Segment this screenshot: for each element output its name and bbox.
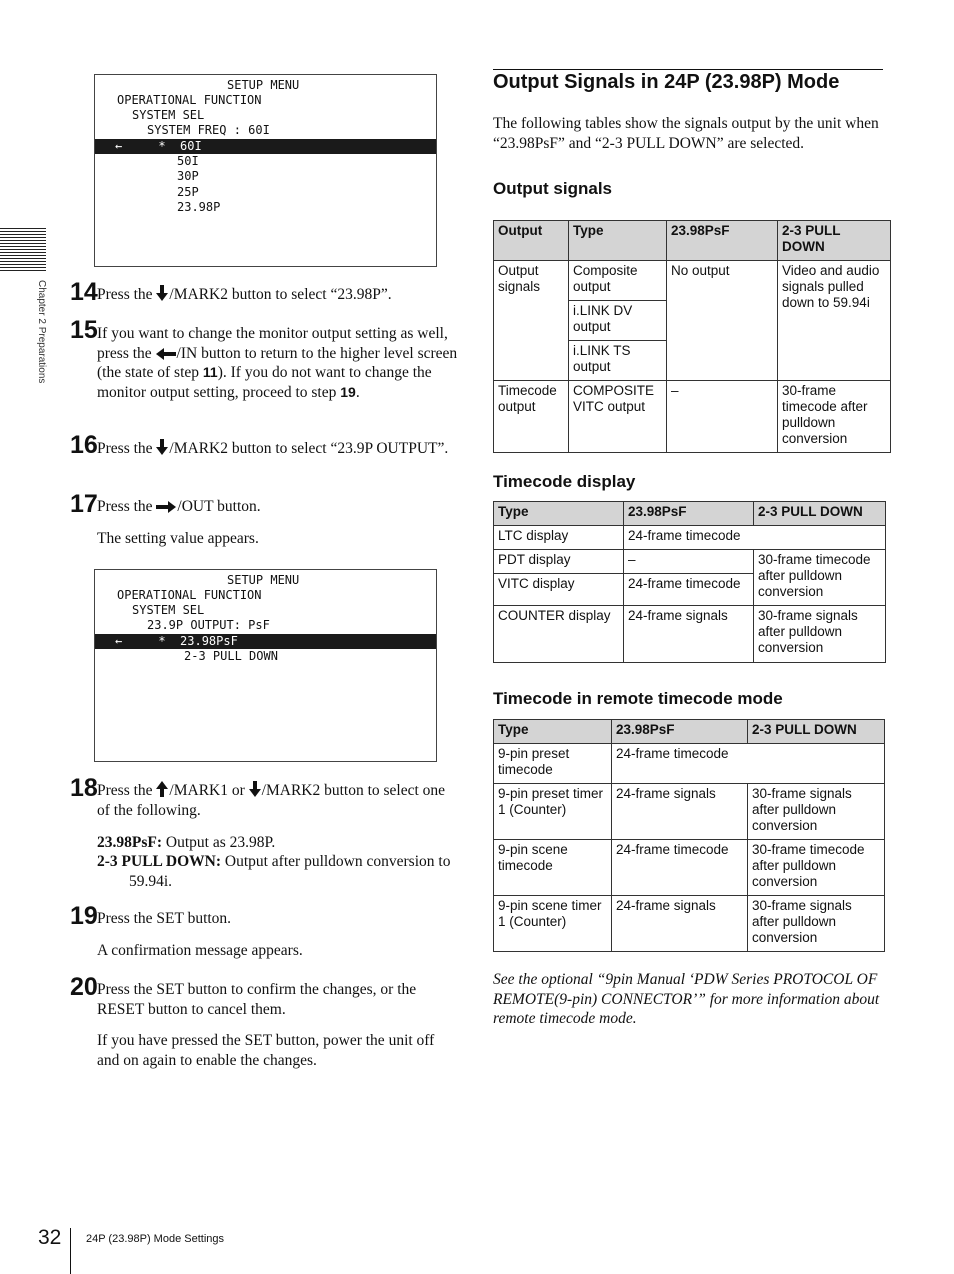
table-cell: 24-frame signals bbox=[612, 784, 748, 840]
column-header: 23.98PsF bbox=[612, 720, 748, 744]
table-cell: COMPOSITE VITC output bbox=[569, 381, 667, 453]
step-18-text bbox=[97, 781, 459, 820]
step-15-text bbox=[97, 324, 459, 402]
step-18-option-2 bbox=[97, 852, 459, 891]
table-cell: 30-frame timecode after pulldown conversion bbox=[778, 381, 891, 453]
table-cell: No output bbox=[667, 261, 778, 381]
table-cell: Output signals bbox=[494, 261, 569, 381]
menu-selected-line: ← * 60I bbox=[95, 139, 436, 154]
step-number: 16 bbox=[70, 431, 98, 459]
step-14-text bbox=[97, 285, 459, 305]
table-cell: – bbox=[667, 381, 778, 453]
column-header: Type bbox=[494, 720, 612, 744]
table-cell: 24-frame timecode bbox=[612, 840, 748, 896]
step-number: 19 bbox=[70, 902, 98, 930]
table-cell: 9-pin scene timecode bbox=[494, 840, 612, 896]
step-text: ). If you do not want to change the monitor output setting, proceed to step bbox=[97, 364, 432, 401]
menu-line: 50I bbox=[177, 154, 199, 168]
table-cell: VITC display bbox=[494, 574, 624, 606]
step-text: Press the bbox=[97, 498, 157, 515]
table-cell: Video and audio signals pulled down to 59.94i bbox=[778, 261, 891, 381]
menu-line: 2-3 PULL DOWN bbox=[184, 649, 278, 663]
menu-selected-line: ← * 23.98PsF bbox=[95, 634, 436, 649]
step-text: /MARK2 button to select “23.98P”. bbox=[169, 286, 392, 303]
menu-line: 25P bbox=[177, 185, 199, 199]
remote-timecode-table bbox=[493, 719, 885, 952]
option-text: Output as 23.98P. bbox=[162, 834, 276, 851]
column-header: 23.98PsF bbox=[624, 502, 754, 526]
menu-line: SYSTEM SEL bbox=[132, 603, 205, 617]
table-cell: 30-frame signals after pulldown conversion bbox=[748, 896, 885, 952]
table-cell: i.LINK DV output bbox=[569, 301, 667, 341]
output-signals-table bbox=[493, 220, 891, 453]
table-cell: PDT display bbox=[494, 550, 624, 574]
table-heading: Timecode in remote timecode mode bbox=[493, 689, 783, 708]
menu-line: SETUP MENU bbox=[227, 78, 300, 92]
table-cell: 24-frame signals bbox=[624, 606, 754, 663]
footer-divider bbox=[70, 1228, 71, 1274]
section-title: Output Signals in 24P (23.98P) Mode bbox=[493, 71, 840, 93]
arrow-down-icon bbox=[249, 781, 261, 797]
table-cell: 30-frame signals after pulldown conversion bbox=[748, 784, 885, 840]
table-cell: COUNTER display bbox=[494, 606, 624, 663]
table-heading: Output signals bbox=[493, 179, 612, 198]
step-16-text bbox=[97, 439, 459, 459]
chapter-tab-stripes bbox=[0, 228, 46, 272]
menu-line: OPERATIONAL FUNCTION bbox=[117, 93, 262, 107]
setup-menu-screen-1 bbox=[94, 74, 437, 267]
table-cell: 9-pin preset timecode bbox=[494, 744, 612, 784]
step-number: 14 bbox=[70, 278, 98, 306]
step-text: /MARK2 button to select one of the following. bbox=[97, 782, 446, 819]
step-20-text: Press the SET button to confirm the changes, or the RESET button to cancel them. bbox=[97, 981, 417, 1018]
arrow-down-icon bbox=[156, 439, 168, 455]
setup-menu-screen-2 bbox=[94, 569, 437, 762]
step-reference: 19 bbox=[340, 383, 356, 400]
chapter-side-label: Chapter 2 Preparations bbox=[36, 280, 47, 384]
step-19-note: A confirmation message appears. bbox=[97, 942, 303, 959]
section-rule bbox=[493, 69, 883, 70]
menu-line: SYSTEM SEL bbox=[132, 108, 205, 122]
table-cell: 24-frame timecode bbox=[624, 574, 754, 606]
table-cell: 9-pin scene timer 1 (Counter) bbox=[494, 896, 612, 952]
option-label: 2-3 PULL DOWN: bbox=[97, 853, 221, 870]
timecode-display-table bbox=[493, 501, 886, 663]
step-text: /IN button to return to the higher level screen (the state of step bbox=[97, 344, 458, 381]
step-text: /MARK1 or bbox=[169, 782, 249, 799]
footer-title: 24P (23.98P) Mode Settings bbox=[86, 1233, 224, 1245]
table-cell: Composite output bbox=[569, 261, 667, 301]
table-cell: – bbox=[624, 550, 754, 574]
arrow-up-icon bbox=[156, 781, 168, 797]
column-header: Type bbox=[494, 502, 624, 526]
step-18-option-1 bbox=[97, 833, 459, 853]
step-text: Press the bbox=[97, 782, 157, 799]
step-reference: 11 bbox=[202, 364, 218, 380]
step-text: If you want to change the monitor output setting as well, press the bbox=[97, 325, 448, 362]
step-number: 17 bbox=[70, 490, 98, 518]
option-text: Output after pulldown conversion to 59.94i. bbox=[129, 853, 451, 890]
table-cell: LTC display bbox=[494, 526, 624, 550]
section-intro: The following tables show the signals output by the unit when “23.98PsF” and “2-3 PULL DOWN” are selected. bbox=[493, 115, 879, 152]
table-heading: Timecode display bbox=[493, 472, 636, 491]
column-header: 2-3 PULL DOWN bbox=[754, 502, 886, 526]
arrow-left-icon bbox=[156, 348, 176, 360]
option-label: 23.98PsF: bbox=[97, 834, 163, 851]
table-cell: i.LINK TS output bbox=[569, 341, 667, 381]
menu-line: 23.9P OUTPUT: PsF bbox=[147, 618, 270, 632]
column-header: 23.98PsF bbox=[667, 221, 778, 261]
step-number: 20 bbox=[70, 973, 98, 1001]
column-header: 2-3 PULL DOWN bbox=[778, 221, 891, 261]
table-cell: 30-frame timecode after pulldown conversion bbox=[754, 550, 886, 606]
menu-line: OPERATIONAL FUNCTION bbox=[117, 588, 262, 602]
menu-line: 30P bbox=[177, 169, 199, 183]
column-header: 2-3 PULL DOWN bbox=[748, 720, 885, 744]
table-cell: 30-frame signals after pulldown conversion bbox=[754, 606, 886, 663]
column-header: Type bbox=[569, 221, 667, 261]
step-20-note: If you have pressed the SET button, power the unit off and on again to enable the changes. bbox=[97, 1032, 435, 1069]
remote-mode-note: See the optional “9pin Manual ‘PDW Series PROTOCOL OF REMOTE(9-pin) CONNECTOR’” for more information about remote timecode mode. bbox=[493, 971, 880, 1027]
table-cell: 24-frame timecode bbox=[612, 744, 885, 784]
table-cell: 24-frame timecode bbox=[624, 526, 886, 550]
column-header: Output bbox=[494, 221, 569, 261]
step-text: /OUT button. bbox=[177, 498, 261, 515]
step-number: 18 bbox=[70, 774, 98, 802]
table-cell: Timecode output bbox=[494, 381, 569, 453]
menu-line: SETUP MENU bbox=[227, 573, 300, 587]
step-19-text: Press the SET button. bbox=[97, 910, 232, 927]
menu-line: SYSTEM FREQ : 60I bbox=[147, 123, 270, 137]
step-text: /MARK2 button to select “23.9P OUTPUT”. bbox=[169, 440, 449, 457]
table-cell: 9-pin preset timer 1 (Counter) bbox=[494, 784, 612, 840]
page-number: 32 bbox=[38, 1226, 62, 1249]
arrow-right-icon bbox=[156, 501, 176, 513]
table-cell: 24-frame signals bbox=[612, 896, 748, 952]
menu-line: 23.98P bbox=[177, 200, 221, 214]
step-text: Press the bbox=[97, 286, 157, 303]
step-17-note: The setting value appears. bbox=[97, 530, 259, 547]
step-number: 15 bbox=[70, 316, 98, 344]
table-cell: 30-frame timecode after pulldown conversion bbox=[748, 840, 885, 896]
step-text: . bbox=[355, 383, 360, 401]
step-text: Press the bbox=[97, 440, 157, 457]
step-17-text bbox=[97, 497, 459, 517]
arrow-down-icon bbox=[156, 285, 168, 301]
